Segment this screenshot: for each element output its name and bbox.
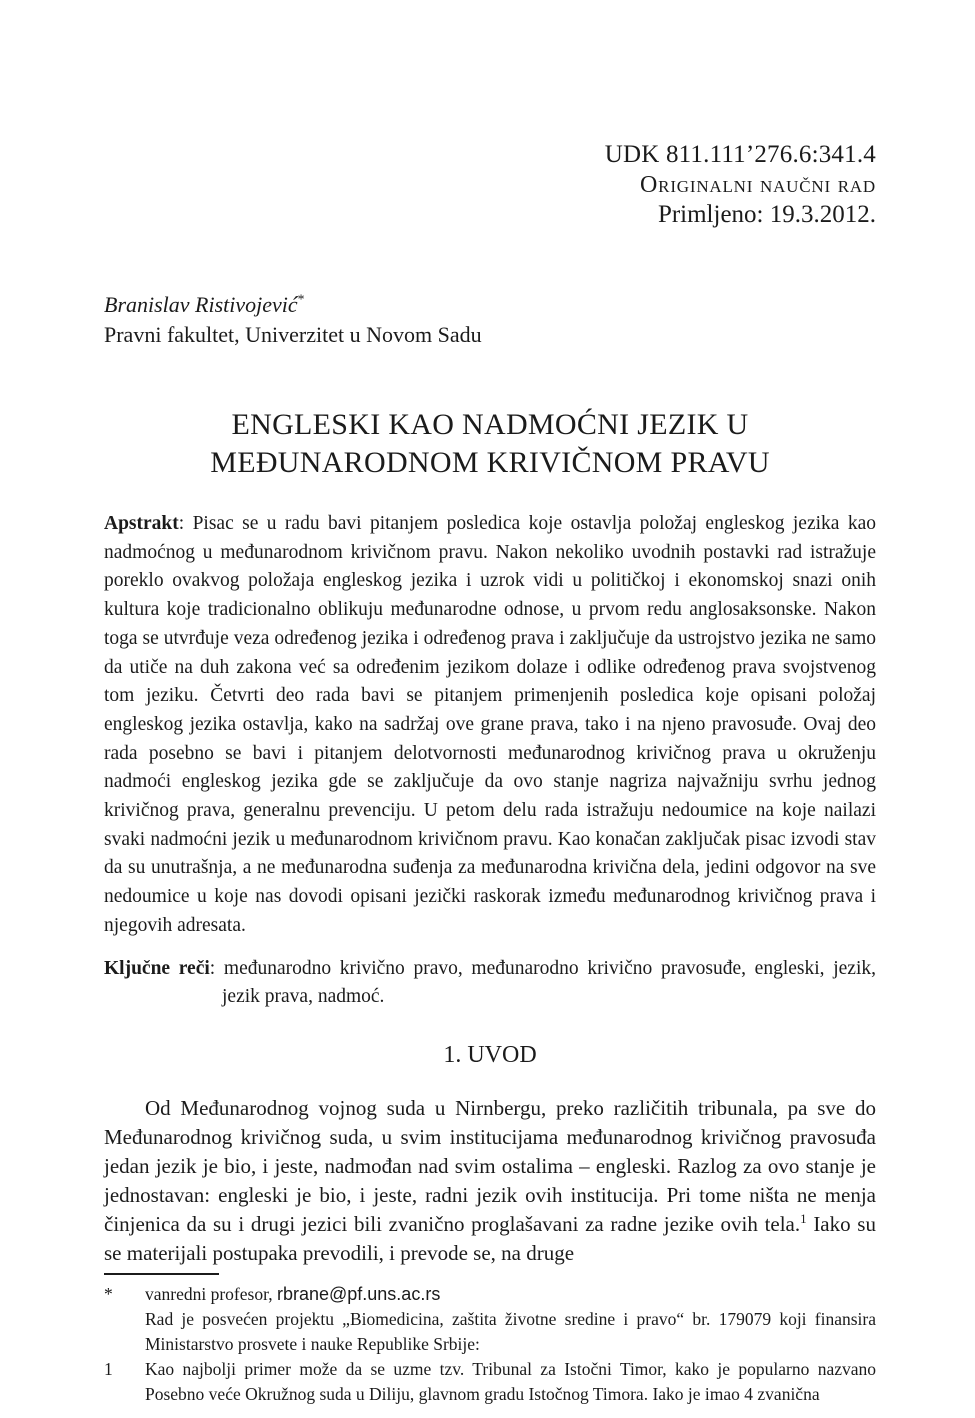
author-name: Branislav Ristivojević xyxy=(104,292,298,317)
footnote-1 xyxy=(104,1357,876,1407)
body-paragraph xyxy=(104,1094,876,1268)
footnote-separator xyxy=(104,1273,219,1275)
author-block xyxy=(104,290,876,350)
abstract-label: Apstrakt xyxy=(104,513,179,534)
footnote-author-line xyxy=(145,1282,876,1307)
paper-title-line2: MEĐUNARODNOM KRIVIČNOM PRAVU xyxy=(210,446,770,479)
footnote-project-text: Rad je posvećen projektu „Biomedicina, zaštita životne sredine i pravo“ br. 179079 koji finansira Ministarstvo prosvete i nauke Republike Srbije: xyxy=(145,1308,876,1354)
email-text: rbrane@pf.uns.ac.rs xyxy=(276,1283,441,1304)
paper-title xyxy=(104,406,876,482)
footnote-marker-1: 1 xyxy=(104,1358,113,1379)
author-note-marker: * xyxy=(297,291,305,307)
author-line xyxy=(104,290,876,320)
footnote-1-text: Kao najbolji primer može da se uzme tzv. Tribunal za Istočni Timor, kako je popularno nazvano Posebno veće Okružnog suda u Diliju, glavnom gradu Istočnog Timora. Iako je imao 4 zvanična xyxy=(145,1358,876,1404)
abstract-text: : Pisac se u radu bavi pitanjem posledica koje ostavlja položaj engleskog jezika kao nadmoćnog u međunarodnom krivičnom pravu. Nakon nekoliko uvodnih postavki rad istražuje poreklo ovakvog položaja engleskog jezika i uzrok vidi u političkoj i ekonomskoj snazi onih kultura koje tradicionalno oblikuju međunarodne odnose, u prvom redu anglosaksonske. Nakon toga se utvrđuje veza određenog jezika i određenog prava i zaključuje da ustrojstvo jezika ne samo da utiče na duh zakona već sa određenim jezikom dolaze i odlike određenog prava svojstvenog tom jeziku. Četvrti deo rada bavi se pitanjem primenjenih posledica koje opisani položaj engleskog jezika ostavlja, kako na sadržaj ove grane prava, tako i na njeno pravosuđe. Ovaj deo rada posebno se bavi i pitanjem delotvornosti međunarodnog krivičnog prava u okruženju nadmoći engleskog jezika gde se zaključuje da ovo stanje nagriza najvažniju svrhu jednog krivičnog prava, generalnu prevenciju. U petom delu rada istražuju nedoumice na koje nailazi svaki nadmoćni jezik u međunarodnom krivičnom pravu. Kao konačan zaključak pisac izvodi stav da su unutrašnja, a ne međunarodna suđenja za međunarodna krivična dela, jedini odgovor na sve nedoumice u koje nas dovodi opisani jezički raskorak između međunarodnog krivičnog prava i njegovih adresata. xyxy=(104,513,876,936)
footnote-author-text: vanredni profesor, xyxy=(145,1283,277,1304)
received-date: Primljeno: 19.3.2012. xyxy=(657,201,876,228)
udk-number: UDK 811.111’276.6:341.4 xyxy=(604,141,876,168)
footnote-reference-1: 1 xyxy=(800,1210,807,1226)
article-header xyxy=(104,140,876,230)
keywords-text: : međunarodno krivično pravo, međunarodno krivično pravosuđe, engleski, jezik, jezik prava, nadmoć. xyxy=(209,957,876,1008)
keywords-paragraph xyxy=(104,955,876,1012)
keywords-label: Ključne reči xyxy=(104,957,210,979)
article-type: Originalni naučni rad xyxy=(640,172,876,198)
abstract-paragraph xyxy=(104,510,876,941)
body-text-after-note: Iako su se materijali postupaka prevodili, i prevode se, na druge xyxy=(104,1211,876,1265)
author-affiliation: Pravni fakultet, Univerzitet u Novom Sadu xyxy=(104,322,482,347)
footnote-author-note xyxy=(104,1282,876,1357)
footnotes-block xyxy=(104,1282,876,1407)
section-heading-uvod: 1. UVOD xyxy=(443,1041,537,1068)
body-text-before-note: Od Međunarodnog vojnog suda u Nirnbergu, preko različitih tribunala, pa sve do Međunarodnog krivičnog suda, u svim institucijama međunarodnog krivičnog pravosuđa jedan jezik je bio, i jeste, nadmođan nad svim ostalima – engleski. Razlog za ovo stanje je jednostavan: engleski je bio, i jeste, radni jezik ovih institucija. Pri tome ništa ne menja činjenica da su i drugi jezici bili zvanično proglašavani za radne jezike ovih tela. xyxy=(104,1095,876,1236)
footnote-marker-asterisk: * xyxy=(104,1283,113,1304)
paper-title-line1: ENGLESKI KAO NADMOĆNI JEZIK U xyxy=(231,408,749,441)
